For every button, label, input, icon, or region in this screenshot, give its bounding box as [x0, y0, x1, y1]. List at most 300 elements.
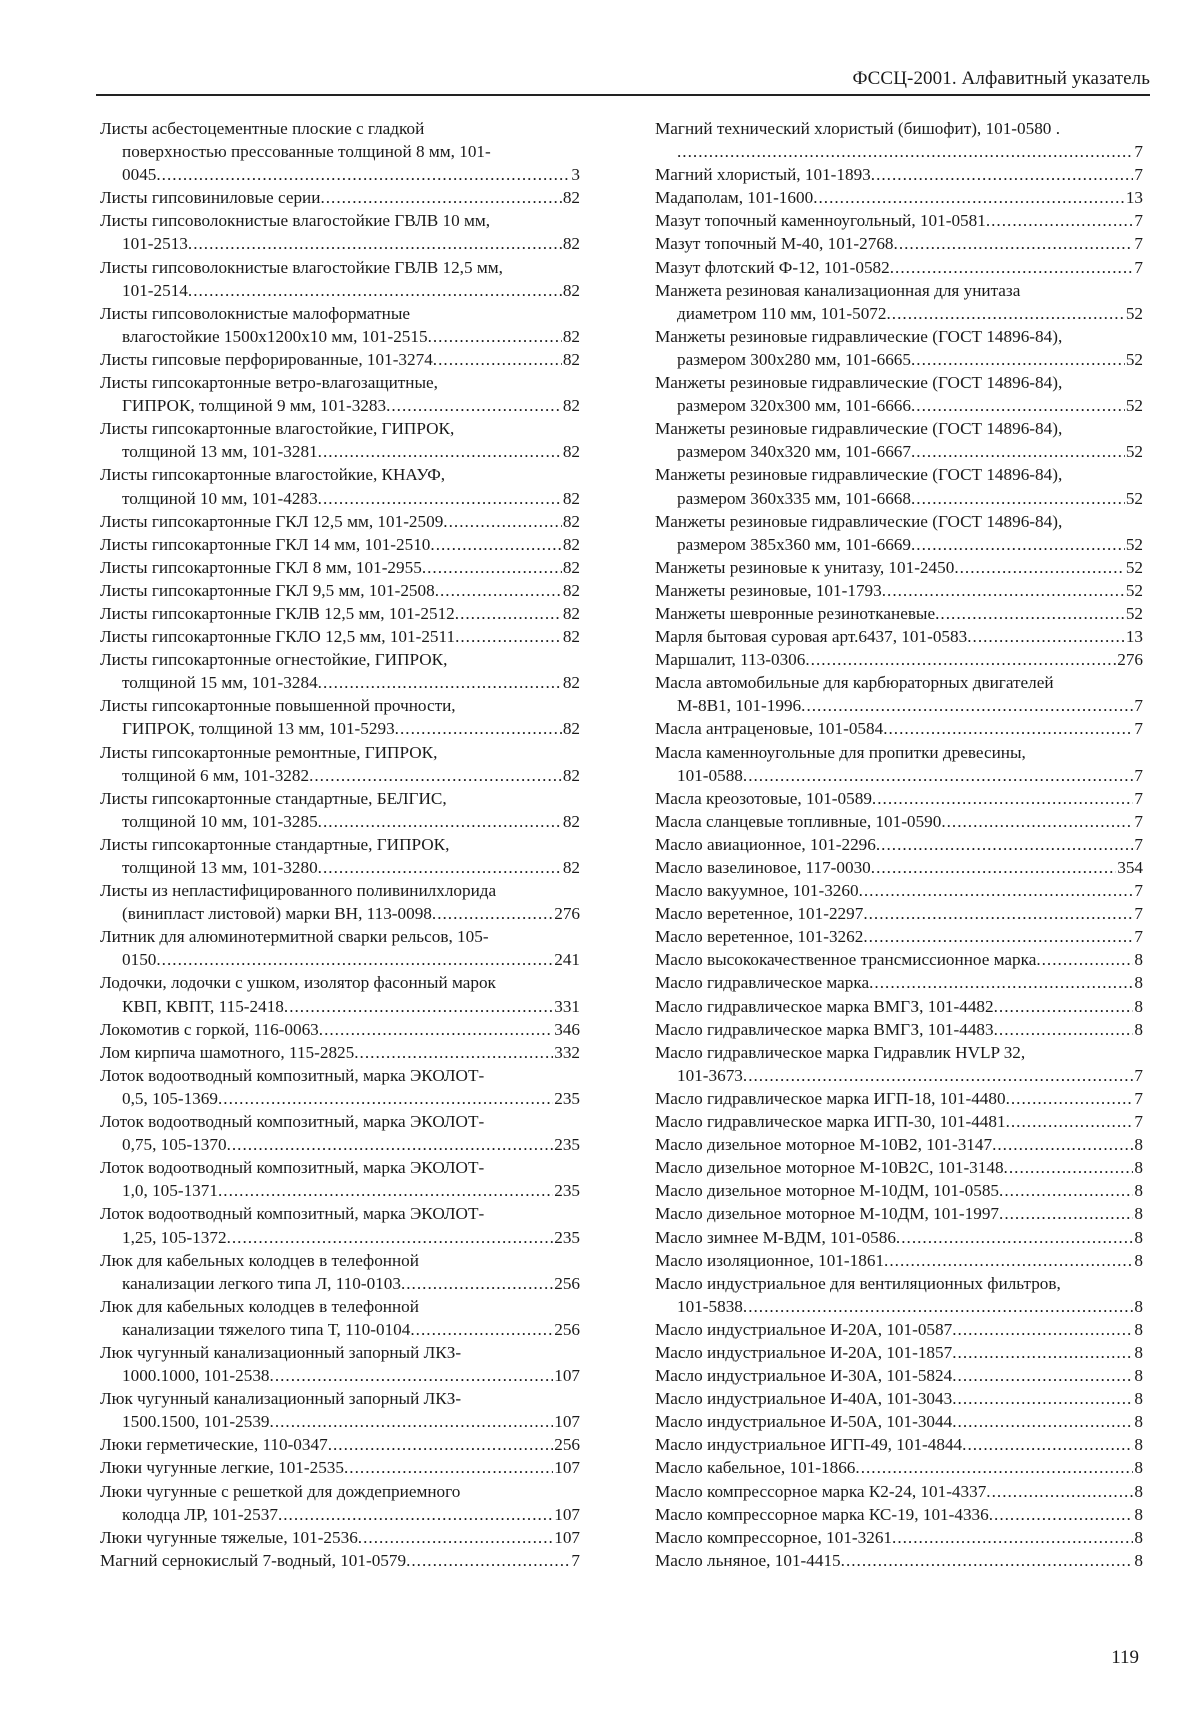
dot-leader — [354, 1041, 553, 1064]
index-entry-page: 52 — [1125, 580, 1143, 600]
index-entry — [655, 971, 1143, 994]
index-entry-line: Масла автомобильные для карбюраторных двигателей — [655, 673, 1054, 693]
dot-leader — [156, 163, 570, 186]
dot-leader — [455, 602, 562, 625]
index-entry-final-line — [655, 556, 1143, 579]
index-entry — [100, 1433, 580, 1456]
index-entry-page: 8 — [1134, 1389, 1143, 1409]
index-entry-final-line — [655, 1456, 1143, 1479]
index-entry-final-line — [100, 764, 580, 787]
index-entry-text: Масло веретенное, 101-2297 — [655, 904, 864, 924]
index-entry-final-line — [655, 1018, 1143, 1041]
index-entry-line: Листы гипсокартонные ремонтные, ГИПРОК, — [100, 742, 438, 762]
index-entry-final-line — [100, 717, 580, 740]
index-entry-final-line — [655, 1226, 1143, 1249]
index-entry-page: 13 — [1125, 188, 1143, 208]
index-entry-text: Масло компрессорное марка КС-19, 101-4336 — [655, 1504, 989, 1524]
index-entry-text: толщиной 10 мм, 101-4283 — [122, 488, 318, 508]
index-entry-page: 82 — [562, 858, 580, 877]
dot-leader — [994, 1018, 1134, 1041]
index-entry-final-line — [655, 971, 1143, 994]
index-entry-line: Лоток водоотводный композитный, марка ЭКОЛОТ- — [100, 1112, 485, 1132]
dot-leader — [430, 533, 561, 556]
index-entry-page: 8 — [1134, 1504, 1143, 1524]
index-entry-page: 107 — [554, 1504, 580, 1524]
dot-leader — [841, 1549, 1134, 1572]
index-entry — [655, 1503, 1143, 1526]
index-entry — [100, 1041, 580, 1064]
index-entry-final-line — [655, 533, 1143, 556]
index-entry-page: 8 — [1134, 1158, 1143, 1178]
index-entry-line: Люк чугунный канализационный запорный ЛКЗ- — [100, 1389, 462, 1409]
index-entry — [100, 302, 580, 348]
dot-leader — [871, 856, 1116, 879]
index-entry-page: 7 — [1134, 1088, 1143, 1108]
index-entry-final-line — [655, 764, 1143, 787]
index-entry-final-line — [100, 579, 580, 602]
index-entry-final-line — [655, 995, 1143, 1018]
index-entry — [655, 1410, 1143, 1433]
index-entry-line: поверхностью прессованные толщиной 8 мм, 101- — [122, 142, 491, 162]
index-entry — [100, 117, 580, 186]
page-header — [96, 66, 1150, 96]
index-entry-page: 8 — [1134, 1435, 1143, 1455]
index-entry-text: размером 385x360 мм, 101-6669 — [677, 534, 911, 554]
index-entry-text: Люки герметические, 110-0347 — [100, 1435, 328, 1455]
index-entry-page: 52 — [1125, 349, 1143, 369]
dot-leader — [319, 1018, 553, 1041]
index-entry-final-line — [655, 1526, 1143, 1549]
index-entry-text: 1500.1500, 101-2539 — [122, 1412, 270, 1432]
index-entry-page: 7 — [1134, 165, 1143, 185]
index-entry-page: 82 — [562, 442, 580, 462]
index-entry — [655, 1272, 1143, 1318]
index-entry-text: размером 340x320 мм, 101-6667 — [677, 442, 911, 462]
index-entry — [655, 1549, 1143, 1572]
index-entry-final-line — [100, 556, 580, 579]
index-entry-text: Масло индустриальное И-40А, 101-3043 — [655, 1389, 953, 1409]
index-entry-line: Масло индустриальное для вентиляционных фильтров, — [655, 1273, 1061, 1293]
index-entry-final-line — [655, 925, 1143, 948]
index-entry — [655, 1387, 1143, 1410]
index-entry — [655, 925, 1143, 948]
index-entry-text: Масла креозотовые, 101-0589 — [655, 788, 872, 808]
index-entry — [655, 1110, 1143, 1133]
index-entry-page: 276 — [1117, 650, 1143, 670]
index-entry-final-line — [655, 1410, 1143, 1433]
index-entry-page: 82 — [562, 280, 580, 300]
index-entry-text: Локомотив с горкой, 116-0063 — [100, 1019, 319, 1039]
index-entry — [100, 463, 580, 509]
index-entry — [655, 648, 1143, 671]
index-entry-page: 7 — [1134, 142, 1143, 162]
index-entry-page: 82 — [562, 580, 580, 600]
dot-leader — [986, 209, 1134, 232]
dot-leader — [911, 440, 1125, 463]
index-entry-text: канализации легкого типа Л, 110-0103 — [122, 1273, 401, 1293]
index-entry-text: Масло дизельное моторное М-10ДМ, 101-0585 — [655, 1181, 1000, 1201]
index-entry — [655, 232, 1143, 255]
index-entry-final-line — [655, 602, 1143, 625]
index-entry-page: 8 — [1134, 1204, 1143, 1224]
index-entry-line: Листы гипсокартонные стандартные, ГИПРОК, — [100, 834, 450, 854]
index-entry-final-line — [655, 1110, 1143, 1133]
index-entry-text: диаметром 110 мм, 101-5072 — [677, 303, 887, 323]
dot-leader — [911, 348, 1125, 371]
index-entry-text: 101-2514 — [122, 280, 188, 300]
index-entry-text: 0,75, 105-1370 — [122, 1135, 227, 1155]
index-entry-page: 7 — [1134, 1112, 1143, 1132]
index-entry-final-line — [655, 140, 1143, 163]
index-entry-page: 8 — [1134, 1135, 1143, 1155]
index-entry-line: Лоток водоотводный композитный, марка ЭКОЛОТ- — [100, 1204, 485, 1224]
index-entry-page: 7 — [1134, 904, 1143, 924]
index-entry-page: 3 — [571, 165, 580, 185]
dot-leader — [805, 648, 1116, 671]
index-entry-text: Мазут флотский Ф-12, 101-0582 — [655, 257, 890, 277]
index-entry-final-line — [655, 833, 1143, 856]
index-entry — [655, 1156, 1143, 1179]
index-entry — [655, 1018, 1143, 1041]
index-entry — [100, 417, 580, 463]
index-entry-final-line — [100, 625, 580, 648]
dot-leader — [432, 902, 553, 925]
index-entry-page: 7 — [1134, 234, 1143, 254]
index-entry-final-line — [655, 648, 1143, 671]
index-entry-final-line — [655, 1364, 1143, 1387]
index-entry-final-line — [100, 186, 580, 209]
index-entry-text: Масло дизельное моторное М-10В2С, 101-3148 — [655, 1158, 1004, 1178]
index-entry-final-line — [100, 671, 580, 694]
index-entry-text: Мазут топочный М-40, 101-2768 — [655, 234, 894, 254]
dot-leader — [967, 625, 1125, 648]
dot-leader — [188, 232, 562, 255]
index-entry-page: 276 — [554, 904, 580, 924]
index-entry-text: КВП, КВПТ, 115-2418 — [122, 996, 284, 1016]
dot-leader — [358, 1526, 553, 1549]
index-entry — [100, 1387, 580, 1433]
index-entry-page: 8 — [1134, 1342, 1143, 1362]
index-entry — [100, 1156, 580, 1202]
index-entry — [100, 371, 580, 417]
index-entry-final-line — [100, 279, 580, 302]
index-entry-page: 7 — [1134, 765, 1143, 785]
index-entry — [655, 186, 1143, 209]
index-entry-final-line — [655, 1433, 1143, 1456]
index-entry-final-line — [100, 163, 580, 186]
index-entry-text: влагостойкие 1500x1200x10 мм, 101-2515 — [122, 326, 428, 346]
index-entry — [655, 1249, 1143, 1272]
index-entry — [100, 1249, 580, 1295]
index-entry-final-line — [655, 1133, 1143, 1156]
index-entry-final-line — [655, 902, 1143, 925]
index-entry-final-line — [100, 394, 580, 417]
index-entry-page: 82 — [562, 557, 580, 577]
index-entry-text: Масло веретенное, 101-3262 — [655, 927, 864, 947]
index-entry-text: Манжеты резиновые, 101-1793 — [655, 580, 882, 600]
index-entry-final-line — [655, 948, 1143, 971]
page-number: 119 — [1111, 1647, 1139, 1668]
dot-leader — [677, 140, 1133, 163]
dot-leader — [911, 394, 1125, 417]
dot-leader — [935, 602, 1125, 625]
index-entry — [655, 117, 1143, 163]
index-entry — [655, 671, 1143, 717]
dot-leader — [952, 1364, 1133, 1387]
dot-leader — [1036, 948, 1133, 971]
dot-leader — [911, 533, 1125, 556]
index-entry-final-line — [655, 625, 1143, 648]
index-entry-page: 8 — [1134, 950, 1143, 970]
dot-leader — [156, 948, 553, 971]
index-entry-final-line — [655, 163, 1143, 186]
index-entry — [100, 1064, 580, 1110]
index-entry-text: Масло гидравлическое марка ИГП-18, 101-4480 — [655, 1088, 1006, 1108]
index-entry-text: Листы гипсокартонные ГКЛ 9,5 мм, 101-2508 — [100, 580, 435, 600]
index-entry-text: Масло индустриальное И-20А, 101-0587 — [655, 1319, 953, 1339]
index-entry-final-line — [655, 810, 1143, 833]
index-entry-page: 82 — [562, 349, 580, 369]
index-entry — [100, 533, 580, 556]
dot-leader — [952, 1410, 1133, 1433]
index-entry-text: Магний сернокислый 7-водный, 101-0579 — [100, 1550, 407, 1570]
index-entry — [655, 209, 1143, 232]
index-entry-text: Листы гипсовые перфорированные, 101-3274 — [100, 349, 433, 369]
index-entry-line: Люк чугунный канализационный запорный ЛКЗ- — [100, 1342, 462, 1362]
index-entry — [655, 902, 1143, 925]
index-entry-text: Масло гидравлическое марка ИГП-30, 101-4481 — [655, 1112, 1006, 1132]
index-entry-page: 82 — [562, 534, 580, 554]
dot-leader — [883, 717, 1133, 740]
index-entry-final-line — [655, 348, 1143, 371]
dot-leader — [887, 302, 1125, 325]
index-entry-final-line — [655, 209, 1143, 232]
dot-leader — [952, 1341, 1133, 1364]
index-entry-text: толщиной 10 мм, 101-3285 — [122, 811, 318, 831]
index-entry — [655, 1341, 1143, 1364]
index-entry-page: 7 — [1134, 927, 1143, 947]
index-entry-text: толщиной 13 мм, 101-3280 — [122, 858, 318, 877]
dot-leader — [911, 487, 1125, 510]
index-entry-line: Литник для алюминотермитной сварки рельсов, 105- — [100, 927, 489, 947]
index-entry-line: Масло гидравлическое марка Гидравлик HVLP 32, — [655, 1042, 1026, 1062]
index-entry-line: Листы из непластифицированного поливинилхлорида — [100, 881, 497, 901]
index-entry-final-line — [100, 1272, 580, 1295]
index-entry-line: Манжеты резиновые гидравлические (ГОСТ 14896-84), — [655, 465, 1063, 485]
index-entry — [655, 463, 1143, 509]
index-entry — [655, 1433, 1143, 1456]
index-entry-page: 8 — [1134, 1366, 1143, 1386]
index-entry-text: Листы гипсокартонные ГКЛО 12,5 мм, 101-2511 — [100, 627, 456, 647]
index-entry-text: (винипласт листовой) марки ВН, 113-0098 — [122, 904, 432, 924]
index-entry — [655, 717, 1143, 740]
dot-leader — [422, 556, 562, 579]
index-entry — [655, 1133, 1143, 1156]
dot-leader — [882, 579, 1125, 602]
dot-leader — [443, 510, 562, 533]
index-entry — [100, 348, 580, 371]
index-entry — [655, 510, 1143, 556]
index-entry-final-line — [655, 1549, 1143, 1572]
index-entry-line: Масла каменноугольные для пропитки древесины, — [655, 742, 1026, 762]
index-entry-page: 235 — [554, 1135, 580, 1155]
dot-leader — [320, 186, 561, 209]
index-entry-page: 7 — [1134, 811, 1143, 831]
index-entry-page: 7 — [1134, 257, 1143, 277]
index-entry-text: Масло дизельное моторное М-10В2, 101-3147 — [655, 1135, 993, 1155]
index-entry-text: Масло льняное, 101-4415 — [655, 1550, 841, 1570]
index-entry-line: Люк для кабельных колодцев в телефонной — [100, 1296, 419, 1316]
index-entry-final-line — [655, 1064, 1143, 1087]
index-entry-final-line — [655, 1341, 1143, 1364]
index-entry — [655, 1087, 1143, 1110]
index-entry-final-line — [655, 1249, 1143, 1272]
dot-leader — [227, 1133, 554, 1156]
index-entry-text: Масло зимнее М-ВДМ, 101-0586 — [655, 1227, 896, 1247]
index-entry-page: 235 — [554, 1088, 580, 1108]
index-entry-final-line — [655, 717, 1143, 740]
index-entry-page: 8 — [1134, 1319, 1143, 1339]
index-entry-text: 1,25, 105-1372 — [122, 1227, 227, 1247]
index-entry-page: 7 — [1134, 719, 1143, 739]
index-entry — [100, 879, 580, 925]
dot-leader — [743, 1295, 1134, 1318]
dot-leader — [328, 1433, 554, 1456]
dot-leader — [994, 995, 1134, 1018]
index-entry-text: размером 320x300 мм, 101-6666 — [677, 396, 911, 416]
index-entry-final-line — [100, 1018, 580, 1041]
dot-leader — [884, 1249, 1133, 1272]
index-entry-page: 7 — [1134, 1065, 1143, 1085]
index-entry-final-line — [100, 948, 580, 971]
index-entry-final-line — [655, 256, 1143, 279]
index-entry-line: Листы гипсокартонные влагостойкие, ГИПРОК, — [100, 419, 455, 439]
dot-leader — [188, 279, 562, 302]
index-entry-page: 7 — [1134, 834, 1143, 854]
dot-leader — [270, 1364, 554, 1387]
dot-leader — [344, 1456, 553, 1479]
index-entry — [100, 625, 580, 648]
dot-leader — [992, 1133, 1133, 1156]
index-entry-text: 101-3673 — [677, 1065, 743, 1085]
dot-leader — [455, 625, 562, 648]
index-entry-text: Масло вазелиновое, 117-0030 — [655, 858, 871, 877]
dot-leader — [318, 440, 562, 463]
index-entry — [100, 510, 580, 533]
index-entry-final-line — [100, 1433, 580, 1456]
index-entry — [655, 1480, 1143, 1503]
index-entry-text: Манжеты резиновые к унитазу, 101-2450 — [655, 557, 955, 577]
index-entry-text: канализации тяжелого типа Т, 110-0104 — [122, 1319, 411, 1339]
index-entry-page: 8 — [1134, 1296, 1143, 1316]
index-entry-final-line — [100, 810, 580, 833]
index-entry-text: Масло индустриальное И-50А, 101-3044 — [655, 1412, 953, 1432]
index-entry — [655, 856, 1143, 879]
index-entry-text: 101-0588 — [677, 765, 743, 785]
dot-leader — [743, 1064, 1134, 1087]
index-entry-page: 8 — [1134, 1227, 1143, 1247]
index-entry — [100, 648, 580, 694]
index-entry — [655, 556, 1143, 579]
index-entry-text: толщиной 13 мм, 101-3281 — [122, 442, 318, 462]
dot-leader — [952, 1318, 1133, 1341]
index-entry-text: Масло индустриальное И-20А, 101-1857 — [655, 1342, 953, 1362]
index-entry-page: 52 — [1125, 488, 1143, 508]
index-entry-final-line — [100, 1526, 580, 1549]
index-entry-final-line — [655, 487, 1143, 510]
index-entry-text: Лом кирпича шамотного, 115-2825 — [100, 1042, 355, 1062]
index-entry — [100, 256, 580, 302]
index-entry-page: 8 — [1134, 1019, 1143, 1039]
index-entry-final-line — [655, 879, 1143, 902]
index-entry-final-line — [100, 348, 580, 371]
dot-leader — [1004, 1156, 1134, 1179]
index-entry-page: 52 — [1125, 396, 1143, 416]
index-entry-final-line — [100, 1410, 580, 1433]
index-entry-page: 8 — [1134, 973, 1143, 993]
index-entry — [655, 1364, 1143, 1387]
index-entry-text: ГИПРОК, толщиной 13 мм, 101-5293 — [122, 719, 395, 739]
index-entry — [655, 995, 1143, 1018]
dot-leader — [986, 1480, 1133, 1503]
dot-leader — [410, 1318, 553, 1341]
index-entry — [100, 787, 580, 833]
dot-leader — [309, 764, 562, 787]
index-entry-page: 82 — [562, 326, 580, 346]
dot-leader — [989, 1503, 1134, 1526]
index-entry-page: 346 — [554, 1019, 580, 1039]
index-entry-line: Люк для кабельных колодцев в телефонной — [100, 1250, 419, 1270]
index-entry-page: 52 — [1125, 534, 1143, 554]
dot-leader — [743, 764, 1134, 787]
index-entry-final-line — [655, 856, 1143, 879]
index-entry-page: 8 — [1134, 1527, 1143, 1547]
index-entry-line: Листы гипсокартонные огнестойкие, ГИПРОК, — [100, 650, 448, 670]
index-entry-text: Масла сланцевые топливные, 101-0590 — [655, 811, 942, 831]
index-entry-page: 8 — [1134, 996, 1143, 1016]
index-entry-line: Листы гипсокартонные стандартные, БЕЛГИС, — [100, 788, 447, 808]
index-entry-final-line — [100, 1179, 580, 1202]
index-entry — [655, 787, 1143, 810]
index-entry-final-line — [100, 1318, 580, 1341]
index-entry-page: 82 — [562, 811, 580, 831]
dot-leader — [386, 394, 562, 417]
index-entry-text: толщиной 6 мм, 101-3282 — [122, 765, 310, 785]
index-entry-page: 82 — [562, 511, 580, 531]
index-entry-final-line — [100, 1087, 580, 1110]
index-entry-text: 0045 — [122, 165, 157, 185]
index-entry-text: Мазут топочный каменноугольный, 101-0581 — [655, 211, 986, 231]
dot-leader — [952, 1387, 1133, 1410]
index-entry-text: Масло индустриальное ИГП-49, 101-4844 — [655, 1435, 963, 1455]
dot-leader — [869, 971, 1133, 994]
index-entry — [100, 209, 580, 255]
dot-leader — [395, 717, 562, 740]
dot-leader — [871, 163, 1134, 186]
index-entry-page: 107 — [554, 1458, 580, 1478]
index-entry — [100, 694, 580, 740]
index-entry-text: Масло вакуумное, 101-3260 — [655, 881, 859, 901]
index-entry — [655, 579, 1143, 602]
index-entry — [100, 1526, 580, 1549]
index-entry-line: Манжеты резиновые гидравлические (ГОСТ 14896-84), — [655, 419, 1063, 439]
dot-leader — [890, 256, 1134, 279]
index-entry — [100, 1018, 580, 1041]
index-entry-page: 82 — [562, 488, 580, 508]
index-entry-text: Масло изоляционное, 101-1861 — [655, 1250, 885, 1270]
dot-leader — [218, 1087, 553, 1110]
index-entry — [100, 1456, 580, 1479]
